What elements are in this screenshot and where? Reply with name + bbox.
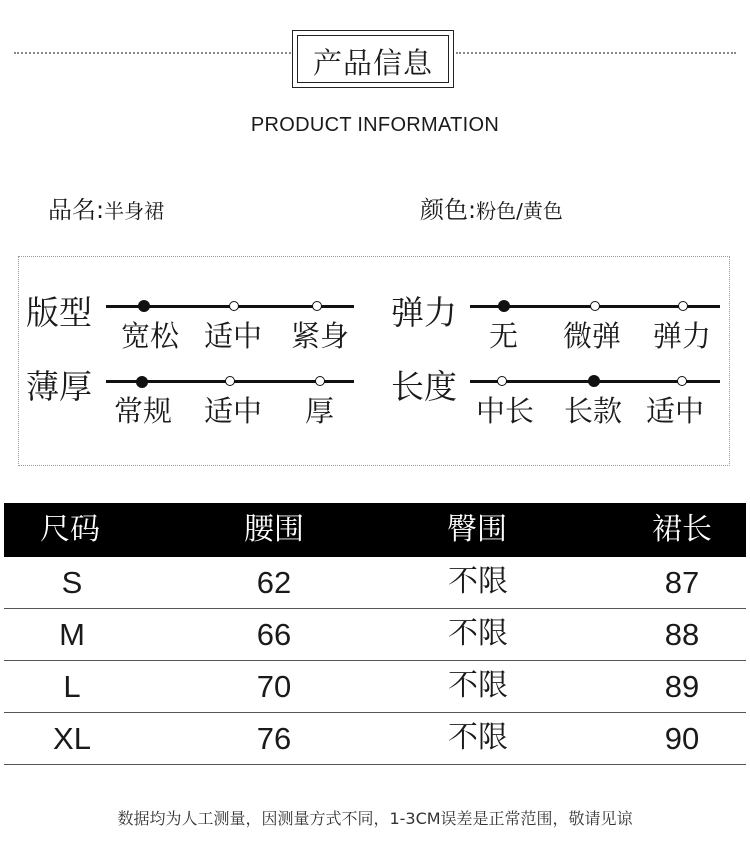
attr-elasticity-option-0: 无 — [489, 319, 519, 353]
table-row — [4, 609, 746, 661]
attr-length-dot-0 — [497, 376, 507, 386]
cell-length: 87 — [664, 565, 700, 600]
cell-length: 89 — [664, 669, 700, 704]
footnote: 数据均为人工测量，因测量方式不同，1-3CM误差是正常范围，敬请见谅 — [117, 809, 633, 828]
attr-elasticity-dot-2 — [678, 301, 688, 311]
attr-elasticity-dot-1 — [590, 301, 600, 311]
header-divider-left — [14, 52, 291, 54]
attr-fit-dot-2 — [312, 301, 322, 311]
cell-waist: 66 — [256, 617, 292, 652]
attr-elasticity-option-1: 微弹 — [563, 319, 622, 353]
size-table-col-hip: 臀围 — [447, 512, 507, 547]
attr-length-dot-1 — [588, 375, 600, 387]
attr-thickness-option-2: 厚 — [305, 394, 335, 428]
attr-length-dot-2 — [677, 376, 687, 386]
table-row — [4, 713, 746, 765]
table-row — [4, 661, 746, 713]
attr-thickness-dot-0 — [136, 376, 148, 388]
product-color — [420, 190, 563, 225]
attr-length-label: 长度 — [391, 367, 457, 406]
attr-fit-label: 版型 — [26, 293, 92, 332]
size-table-col-length: 裙长 — [652, 512, 712, 547]
header-title-box — [292, 30, 454, 88]
cell-waist: 76 — [256, 721, 292, 756]
cell-size: M — [59, 617, 85, 652]
cell-hip: 不限 — [448, 616, 508, 651]
cell-waist: 62 — [256, 565, 292, 600]
attr-thickness-option-1: 适中 — [204, 394, 263, 428]
attr-fit-dot-1 — [229, 301, 239, 311]
product-color-value: 粉色/黄色 — [476, 199, 563, 223]
attr-fit-option-0: 宽松 — [121, 319, 180, 353]
cell-size: XL — [53, 721, 91, 756]
table-row — [4, 557, 746, 609]
cell-hip: 不限 — [448, 564, 508, 599]
product-color-label: 颜色: — [420, 196, 477, 224]
attr-length-option-2: 适中 — [646, 394, 705, 428]
cell-length: 90 — [664, 721, 700, 756]
attr-thickness-dot-1 — [225, 376, 235, 386]
product-name — [48, 190, 164, 225]
attr-thickness-option-0: 常规 — [114, 394, 173, 428]
cell-waist: 70 — [256, 669, 292, 704]
attr-elasticity-dot-0 — [498, 300, 510, 312]
page-title: 产品信息 — [312, 46, 433, 80]
attr-fit-option-2: 紧身 — [291, 319, 350, 353]
product-name-label: 品名: — [48, 196, 105, 224]
attr-fit-option-1: 适中 — [204, 319, 263, 353]
cell-length: 88 — [664, 617, 700, 652]
cell-hip: 不限 — [448, 720, 508, 755]
cell-size: L — [63, 669, 81, 704]
attr-length-option-0: 中长 — [476, 394, 535, 428]
attr-thickness-label: 薄厚 — [26, 367, 92, 406]
attr-elasticity-option-2: 弹力 — [653, 319, 712, 353]
cell-hip: 不限 — [448, 668, 508, 703]
size-table-col-waist: 腰围 — [244, 512, 304, 547]
size-table-header — [4, 503, 746, 557]
cell-size: S — [61, 565, 83, 600]
size-table-col-size: 尺码 — [40, 512, 100, 547]
attributes-panel — [18, 256, 730, 466]
attr-thickness-dot-2 — [315, 376, 325, 386]
attr-length-option-1: 长款 — [564, 394, 623, 428]
header-divider-right — [456, 52, 736, 54]
attr-fit-dot-0 — [138, 300, 150, 312]
page-subtitle: PRODUCT INFORMATION — [250, 114, 500, 136]
product-name-value: 半身裙 — [104, 199, 165, 223]
attr-elasticity-label: 弹力 — [391, 293, 457, 332]
